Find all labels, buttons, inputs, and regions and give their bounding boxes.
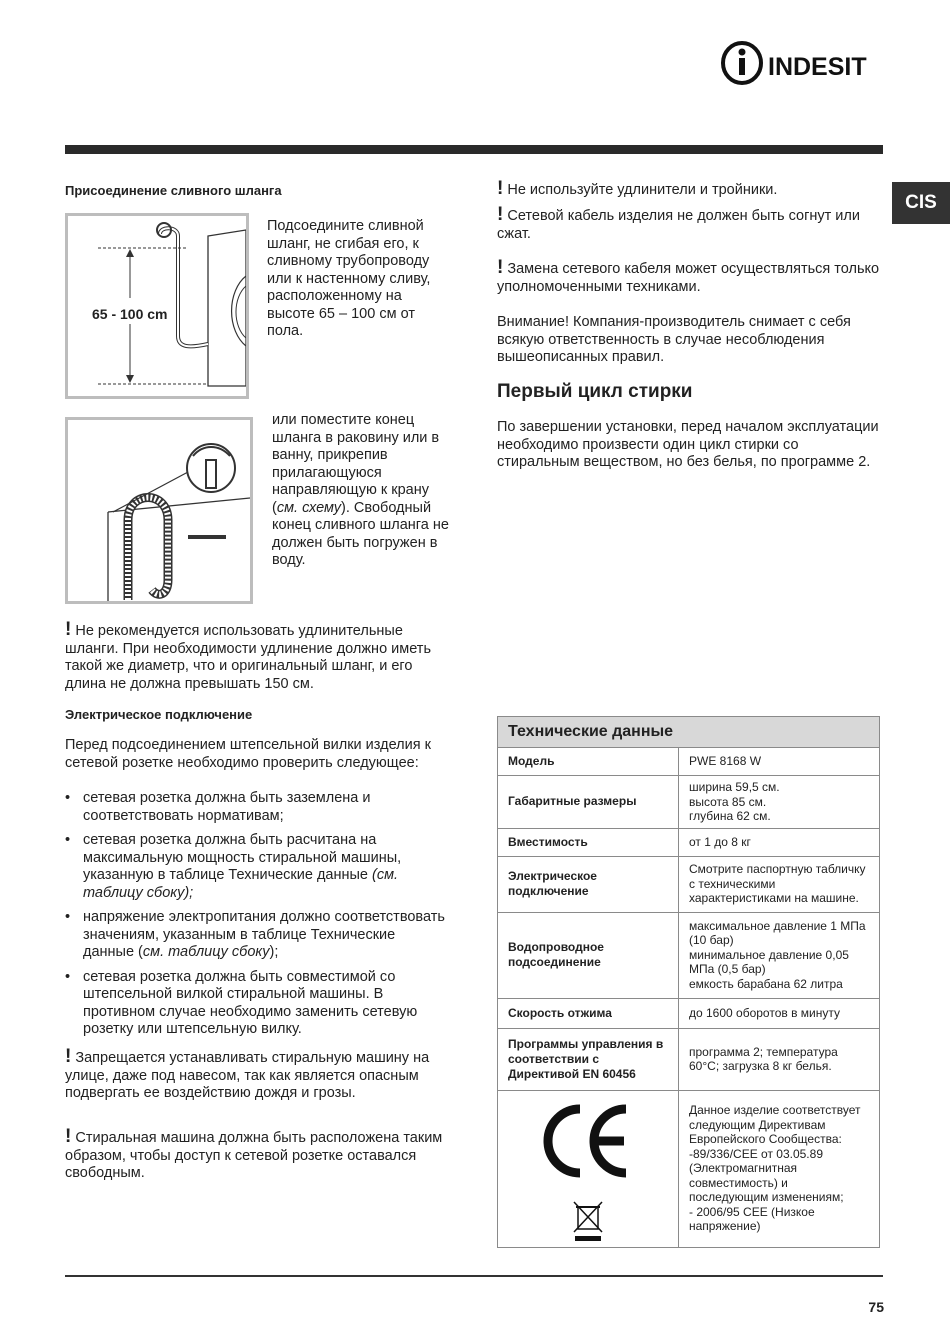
table-row: Габаритные размеры ширина 59,5 см. высота 85 см. глубина 62 см.	[498, 776, 880, 829]
header-rule	[65, 145, 883, 154]
electrical-checklist	[65, 790, 450, 1046]
table-row: Данное изделие соответствует следующим Директивам Европейского Сообщества: -89/336/CEE от 03.05.89 (Электромагнитная совместимость) и последующим изменениям; - 2006/95 CEE (Низкое напряжение)	[498, 1090, 880, 1247]
table-row: Модель PWE 8168 W	[498, 748, 880, 776]
tech-table-title: Технические данные	[498, 717, 880, 748]
table-row: Скорость отжима до 1600 оборотов в минуту	[498, 998, 880, 1028]
warning-icon: !	[65, 619, 72, 640]
warning-icon: !	[65, 1046, 72, 1067]
height-dimension-label: 65 - 100 cm	[92, 306, 168, 322]
warning-icon: !	[497, 178, 504, 199]
drain-height-figure	[65, 213, 249, 399]
table-row: Водопроводное подсоединение максимальное давление 1 МПа (10 бар) минимальное давление 0,05 МПа (0,5 бар) емкость барабана 62 литра	[498, 912, 880, 998]
extension-warning: ! Не рекомендуется использовать удлинительные шланги. При необходимости удлинение должно иметь такой же диаметр, что и оригинальный шланг, и его длина не должна превышать 150 см.	[65, 619, 432, 692]
list-item: • напряжение электропитания должно соответствовать значениям, указанным в таблице Технические данные (см. таблицу сбоку);	[65, 909, 450, 962]
warning-icon: !	[497, 257, 504, 278]
language-tab: CIS	[892, 182, 950, 224]
electrical-intro: Перед подсоединением штепсельной вилки изделия к сетевой розетке необходимо проверить следующее:	[65, 737, 431, 771]
access-warning: ! Стиральная машина должна быть расположена таким образом, чтобы доступ к сетевой розетке оставался свободным.	[65, 1126, 443, 1181]
drain-hose-heading: Присоединение сливного шланга	[65, 183, 282, 198]
electrical-heading: Электрическое подключение	[65, 707, 253, 722]
cable-bent-warning: ! Сетевой кабель изделия не должен быть согнут или сжат.	[497, 204, 860, 242]
table-row: Электрическое подключение Смотрите паспортную табличку с техническими характеристиками на машине.	[498, 856, 880, 912]
adapters-warning: ! Не используйте удлинители и тройники.	[497, 178, 778, 199]
list-item: • сетевая розетка должна быть совместимой со штепсельной вилкой стиральной машины. В противном случае необходимо заменить сетевую розетку или штепсельную вилку.	[65, 969, 450, 1039]
ce-mark-icon	[528, 1095, 648, 1215]
page-number: 75	[868, 1299, 884, 1315]
first-cycle-text: По завершении установки, перед началом эксплуатации необходимо произвести один цикл стирки со стиральным веществом, но без белья, по программе 2.	[497, 419, 879, 470]
ce-marking-cell	[498, 1090, 679, 1247]
warning-icon: !	[65, 1126, 72, 1147]
liability-notice: Внимание! Компания-производитель снимает с себя всякую ответственность в случае несоблюдения вышеописанных правил.	[497, 314, 851, 365]
tech-data-table	[497, 716, 880, 1248]
drain-text: Подсоедините сливной шланг, не сгибая его, к сливному трубопроводу или к настенному сливу, расположенному на высоте 65 – 100 см от пола.	[267, 218, 431, 339]
first-cycle-heading: Первый цикл стирки	[497, 381, 693, 402]
sink-text: или поместите конец шланга в раковину или в ванну, прикрепив прилагающуюся направляющую к крану (см. схему). Свободный конец сливного шланга не должен быть погружен в воду.	[272, 412, 449, 568]
sink-drain-figure	[65, 417, 253, 604]
cable-replace-warning: ! Замена сетевого кабеля может осуществляться только уполномоченными техниками.	[497, 257, 880, 295]
list-item: • сетевая розетка должна быть расчитана на максимальную мощность стиральной машины, указанную в таблице Технические данные (см. таблицу сбоку);	[65, 832, 450, 902]
indesit-logo	[720, 40, 885, 90]
svg-text:INDESIT: INDESIT	[768, 53, 867, 81]
warning-icon: !	[497, 204, 504, 225]
footer-rule	[65, 1275, 883, 1277]
table-row: Программы управления в соответствии с Директивой EN 60456 программа 2; температура 60°C; загрузка 8 кг белья.	[498, 1028, 880, 1090]
table-row: Вместимость от 1 до 8 кг	[498, 828, 880, 856]
outdoor-warning: ! Запрещается устанавливать стиральную машину на улице, даже под навесом, так как является опасным подвергать ее воздействию дождя и грозы.	[65, 1046, 430, 1101]
list-item: • сетевая розетка должна быть заземлена и соответствовать нормативам;	[65, 790, 450, 825]
